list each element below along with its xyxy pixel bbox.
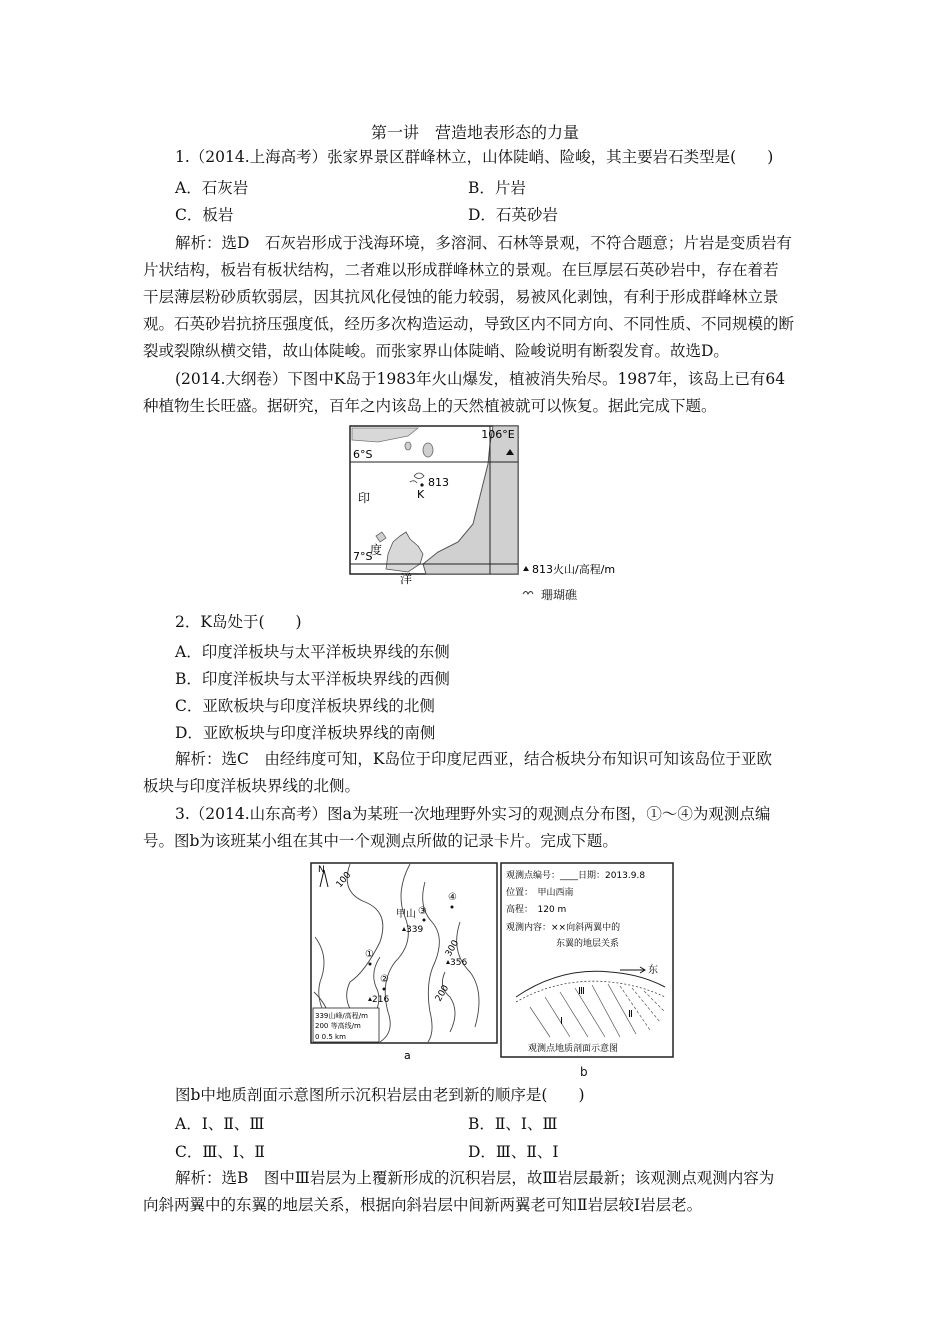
observation-point: ① bbox=[365, 949, 374, 960]
q1-analysis-line: 观。石英砂岩抗挤压强度低，经历多次构造运动，导致区内不同方向、不同性质、不同规模的断 bbox=[143, 315, 795, 333]
q3-analysis-line: 向斜两翼中的东翼的地层关系，根据向斜岩层中间新两翼老可知Ⅱ岩层较Ⅰ岩层老。 bbox=[143, 1196, 703, 1214]
contour-label: 300 bbox=[443, 938, 462, 959]
q3-intro-line: 号。图b为该班某小组在其中一个观测点所做的记录卡片。完成下题。 bbox=[143, 832, 618, 850]
q2-intro-line: 种植物生长旺盛。据研究，百年之内该岛上的天然植被就可以恢复。据此完成下题。 bbox=[143, 397, 717, 415]
card-row: 高程： 120 m bbox=[506, 905, 567, 915]
q1-option-a: A．石灰岩 bbox=[175, 179, 249, 197]
q2-option-d: D．亚欧板块与印度洋板块界线的南侧 bbox=[175, 724, 436, 742]
sea-label-char: 印 bbox=[358, 491, 371, 505]
layer-label: Ⅲ bbox=[578, 986, 585, 997]
q3-analysis-line: 解析：选B 图中Ⅲ岩层为上覆新形成的沉积岩层，故Ⅲ岩层最新；该观测点观测内容为 bbox=[175, 1169, 775, 1187]
q2-option-a: A．印度洋板块与太平洋板块界线的东侧 bbox=[175, 643, 450, 661]
observation-point: ④ bbox=[448, 892, 457, 903]
q1-analysis-line: 裂或裂隙纵横交错，故山体陡峻。而张家界山体陡峭、险峻说明有断裂发育。故选D。 bbox=[143, 342, 729, 360]
q3-option-c: C．Ⅲ、Ⅰ、Ⅱ bbox=[175, 1143, 265, 1161]
q1-option-c: C．板岩 bbox=[175, 206, 234, 224]
card-row: 东翼的地层关系 bbox=[556, 939, 620, 949]
peak-label: 356 bbox=[450, 958, 468, 968]
layer-label: Ⅱ bbox=[628, 1009, 633, 1020]
sea-label-char: 度 bbox=[370, 543, 383, 557]
figure-a-contour-map bbox=[310, 862, 498, 1062]
peak-label: 216 bbox=[372, 995, 390, 1005]
q3-option-a: A．Ⅰ、Ⅱ、Ⅲ bbox=[175, 1115, 265, 1133]
legend-contour: 200 等高线/m bbox=[315, 1022, 361, 1030]
q2-analysis-line: 板块与印度洋板块界线的北侧。 bbox=[143, 777, 361, 795]
figure-a-label: a bbox=[404, 1049, 411, 1062]
layer-label: Ⅰ bbox=[560, 1016, 563, 1027]
q2-option-c: C．亚欧板块与印度洋板块界线的北侧 bbox=[175, 697, 435, 715]
q1-analysis-line: 干层薄层粉砂质软弱层，因其抗风化侵蚀的能力较弱，易被风化剥蚀，有利于形成群峰林立景 bbox=[143, 288, 779, 306]
q2-analysis-line: 解析：选C 由经纬度可知，K岛位于印度尼西亚，结合板块分布知识可知该岛位于亚欧 bbox=[175, 750, 772, 768]
legend-scale: 0 0.5 km bbox=[315, 1033, 346, 1041]
contour-label: 200 bbox=[433, 983, 452, 1004]
q1-analysis-line: 片状结构，板岩有板状结构，二者难以形成群峰林立的景观。在巨厚层石英砂岩中，存在着若 bbox=[143, 261, 779, 279]
east-label: 东 bbox=[648, 965, 658, 976]
peak-label: 339 bbox=[406, 925, 424, 935]
q2-intro-line: (2014.大纲卷）下图中K岛于1983年火山爆发，植被消失殆尽。1987年，该岛上已有64 bbox=[175, 370, 786, 388]
contour-label: 100 bbox=[334, 870, 354, 890]
q1-stem: 1.（2014.上海高考）张家界景区群峰林立，山体陡峭、险峻，其主要岩石类型是( ) bbox=[175, 148, 774, 166]
q1-option-d: D．石英砂岩 bbox=[468, 206, 558, 224]
card-row: 观测点编号：____日期：2013.9.8 bbox=[506, 871, 646, 881]
mountain-label: 甲山 bbox=[396, 909, 416, 920]
latitude-label-bottom: 7°S bbox=[353, 550, 373, 563]
figure-b-label: b bbox=[580, 1065, 588, 1079]
q3-option-d: D．Ⅲ、Ⅱ、Ⅰ bbox=[468, 1143, 559, 1161]
q3-stem: 图b中地质剖面示意图所示沉积岩层由老到新的顺序是( ) bbox=[175, 1086, 585, 1104]
latitude-label-top: 6°S bbox=[353, 448, 373, 461]
island-label: K bbox=[417, 488, 425, 501]
legend-peak: 339山峰/高程/m bbox=[315, 1012, 368, 1020]
sea-label-char: 洋 bbox=[400, 572, 413, 586]
observation-point: ③ bbox=[418, 906, 427, 917]
legend-reef: 珊瑚礁 bbox=[541, 588, 578, 602]
coral-reef-icon bbox=[522, 588, 534, 596]
q1-option-b: B．片岩 bbox=[468, 179, 526, 197]
page-title: 第一讲 营造地表形态的力量 bbox=[370, 123, 579, 142]
elevation-label: 813 bbox=[428, 476, 449, 489]
profile-caption: 观测点地质剖面示意图 bbox=[528, 1044, 619, 1054]
longitude-label: 106°E bbox=[481, 428, 515, 441]
legend-volcano: 813火山/高程/m bbox=[532, 563, 616, 576]
observation-point: ② bbox=[380, 974, 389, 985]
q1-analysis-line: 解析：选D 石灰岩形成于浅海环境，多溶洞、石林等景观，不符合题意；片岩是变质岩有 bbox=[175, 234, 792, 252]
q2-stem: 2．K岛处于( ) bbox=[175, 613, 302, 631]
q3-option-b: B．Ⅱ、Ⅰ、Ⅲ bbox=[468, 1115, 558, 1133]
q3-intro-line: 3.（2014.山东高考）图a为某班一次地理野外实习的观测点分布图，①～④为观测点编 bbox=[175, 805, 771, 823]
card-row: 观测内容：××向斜两翼中的 bbox=[506, 923, 621, 933]
figure-b-record-card bbox=[500, 862, 674, 1062]
card-row: 位置： 甲山西南 bbox=[506, 888, 574, 898]
north-label: N bbox=[318, 865, 325, 875]
q2-option-b: B．印度洋板块与太平洋板块界线的西侧 bbox=[175, 670, 450, 688]
k-island-map bbox=[348, 424, 648, 586]
